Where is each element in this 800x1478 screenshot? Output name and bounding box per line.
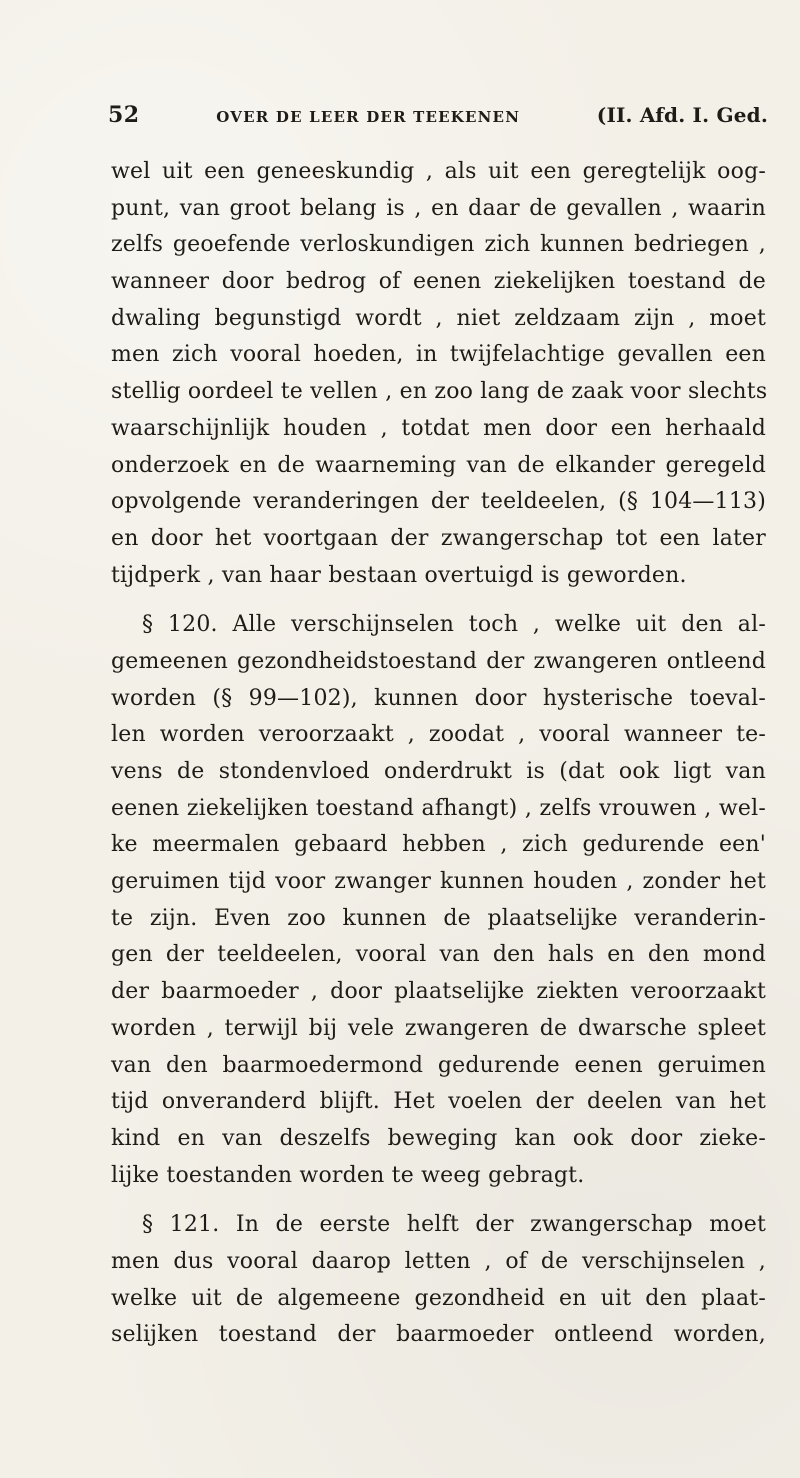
- text-line: len worden veroorzaakt , zoodat , vooral wanneer te-: [111, 722, 766, 748]
- text-line: geruimen tijd voor zwanger kunnen houden , zonder het: [111, 869, 766, 895]
- text-line: gemeenen gezondheidstoestand der zwangeren ontleend: [111, 648, 766, 674]
- text-line: onderzoek en de waarneming van de elkander geregeld: [111, 452, 766, 478]
- text-line: tijdperk , van haar bestaan overtuigd is geworden.: [111, 562, 687, 588]
- text-line: der baarmoeder , door plaatselijke ziekten veroorzaakt: [111, 979, 766, 1005]
- text-line: ke meermalen gebaard hebben , zich gedurende een': [111, 832, 766, 858]
- page-footer-space: [0, 1418, 800, 1478]
- text-line: eenen ziekelijken toestand afhangt) , zelfs vrouwen , wel-: [111, 795, 766, 821]
- text-line: worden , terwijl bij vele zwangeren de dwarsche spleet: [111, 1015, 766, 1041]
- text-line: wel uit een geneeskundig , als uit een geregtelijk oog-: [111, 159, 766, 184]
- text-line: en door het voortgaan der zwangerschap tot een later: [111, 525, 766, 551]
- text-line: te zijn. Even zoo kunnen de plaatselijke veranderin-: [111, 905, 766, 931]
- paragraph-2: [111, 607, 766, 1194]
- text-line: zelfs geoefende verloskundigen zich kunnen bedriegen ,: [111, 232, 766, 258]
- paragraph-3: [111, 1207, 766, 1354]
- paragraph-gap: [111, 594, 766, 607]
- text-line: selijken toestand der baarmoeder ontleend worden,: [111, 1322, 766, 1348]
- text-line: gen der teeldeelen, vooral van den hals en den mond: [111, 942, 766, 968]
- text-line: dwaling begunstigd wordt , niet zeldzaam zijn , moet: [111, 305, 766, 331]
- running-head: OVER DE LEER DER TEEKENEN: [216, 108, 521, 126]
- text-line: punt, van groot belang is , en daar de gevallen , waarin: [111, 195, 766, 221]
- body-text: [111, 154, 766, 1354]
- text-line: welke uit de algemeene gezondheid en uit den plaat-: [111, 1285, 766, 1311]
- text-line: opvolgende veranderingen der teeldeelen, (§ 104—113): [111, 489, 766, 515]
- paragraph-1: [111, 154, 766, 594]
- page-header: [108, 102, 768, 134]
- paragraph-gap: [111, 1194, 766, 1207]
- text-line: tijd onveranderd blijft. Het voelen der deelen van het: [111, 1089, 766, 1115]
- text-line: van den baarmoedermond gedurende eenen geruimen: [111, 1052, 766, 1078]
- text-line: stellig oordeel te vellen , en zoo lang de zaak voor slechts: [111, 379, 768, 405]
- section-heading-line: § 120. Alle verschijnselen toch , welke uit den al-: [142, 612, 766, 638]
- text-line: kind en van deszelfs beweging kan ook door zieke-: [111, 1125, 766, 1151]
- text-line: vens de stondenvloed onderdrukt is (dat ook ligt van: [111, 759, 766, 784]
- section-heading-line: § 121. In de eerste helft der zwangerschap moet: [142, 1212, 766, 1238]
- text-line: worden (§ 99—102), kunnen door hysterische toeval-: [111, 685, 766, 711]
- text-line: men dus vooral daarop letten , of de verschijnselen ,: [111, 1248, 766, 1274]
- text-line: men zich vooral hoeden, in twijfelachtige gevallen een: [111, 342, 766, 368]
- text-line: waarschijnlijk houden , totdat men door een herhaald: [111, 415, 766, 441]
- text-line: lijke toestanden worden te weeg gebragt.: [111, 1162, 585, 1188]
- text-line: wanneer door bedrog of eenen ziekelijken toestand de: [111, 269, 766, 295]
- section-reference: (II. Afd. I. Ged.: [596, 103, 768, 127]
- page-number: 52: [108, 102, 140, 128]
